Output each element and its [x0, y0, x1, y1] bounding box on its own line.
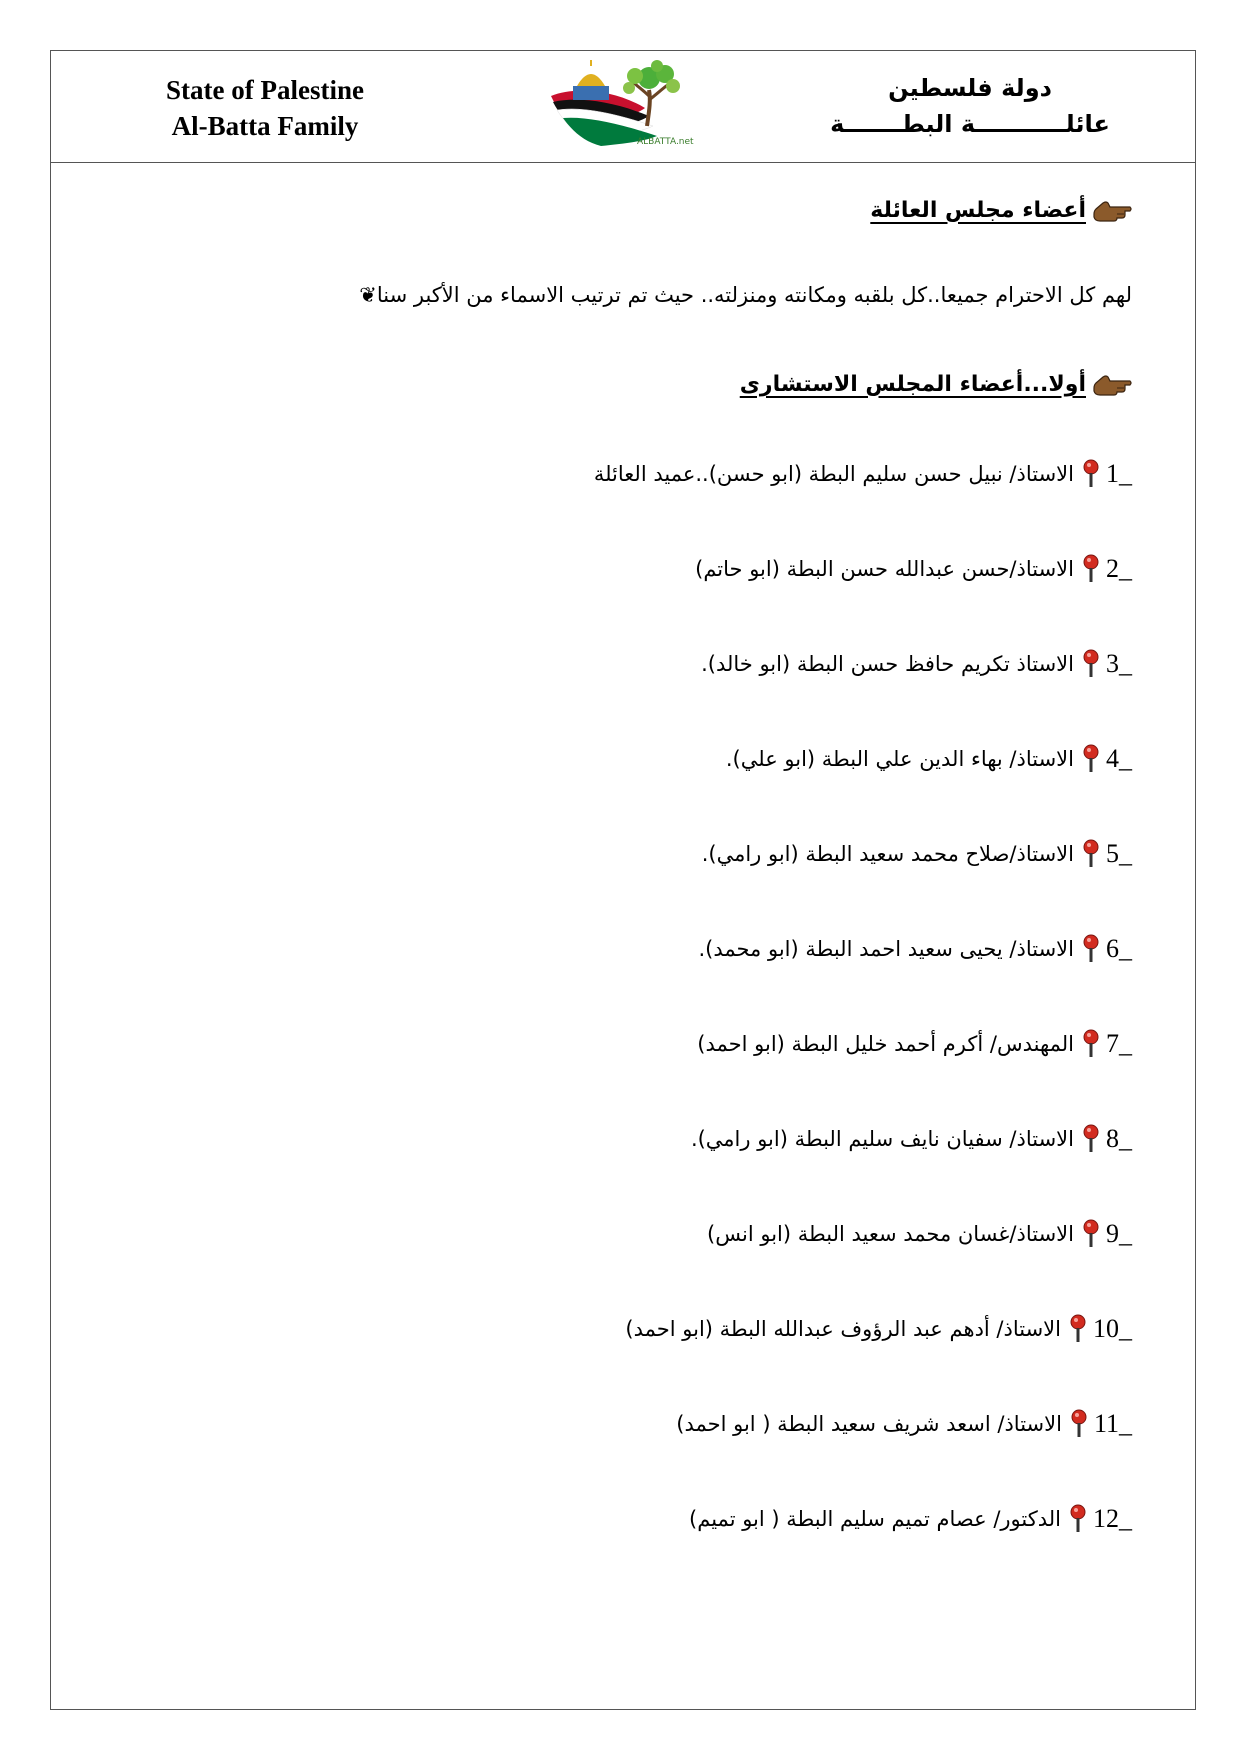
header-divider — [50, 162, 1196, 163]
pushpin-icon — [1069, 1504, 1087, 1534]
pushpin-icon — [1082, 1124, 1100, 1154]
pushpin-icon — [1082, 649, 1100, 679]
member-number: 1_ — [1106, 459, 1132, 488]
pushpin-icon — [1082, 934, 1100, 964]
member-list — [120, 452, 1132, 1541]
member-row — [120, 642, 1132, 686]
member-number: 11_ — [1093, 1409, 1132, 1438]
advisory-council-heading-text: أولا...أعضاء المجلس الاستشارى — [739, 371, 1086, 397]
member-name: الاستاذ/ يحيى سعيد احمد البطة (ابو محمد). — [698, 937, 1074, 961]
member-number: 9_ — [1106, 1219, 1132, 1248]
member-name: المهندس/ أكرم أحمد خليل البطة (ابو احمد) — [697, 1032, 1074, 1056]
member-number: 4_ — [1106, 744, 1132, 773]
member-row — [120, 832, 1132, 876]
member-name: الاستاذ/صلاح محمد سعيد البطة (ابو رامي). — [701, 842, 1074, 866]
member-row — [120, 547, 1132, 591]
member-name: الاستاذ/ بهاء الدين علي البطة (ابو علي). — [725, 747, 1074, 771]
document-body — [120, 190, 1132, 1592]
pointing-hand-icon — [1092, 197, 1132, 223]
header-arabic-line2: عائلـــــــــــة البطـــــــة — [830, 110, 1110, 138]
pushpin-icon — [1082, 459, 1100, 489]
member-number: 12_ — [1093, 1504, 1132, 1533]
intro-paragraph — [120, 278, 1132, 312]
member-row — [120, 1022, 1132, 1066]
member-row — [120, 1307, 1132, 1351]
albatta-logo — [545, 56, 695, 148]
pushpin-icon — [1070, 1409, 1088, 1439]
header-arabic-line1: دولة فلسطين — [888, 74, 1052, 102]
member-row — [120, 1117, 1132, 1161]
member-row — [120, 1497, 1132, 1541]
member-name: الاستاذ/ اسعد شريف سعيد البطة ( ابو احمد) — [676, 1412, 1062, 1436]
member-name: الاستاذ/غسان محمد سعيد البطة (ابو انس) — [707, 1222, 1074, 1246]
member-number: 10_ — [1093, 1314, 1132, 1343]
council-members-heading — [120, 190, 1132, 230]
pushpin-icon — [1082, 839, 1100, 869]
header-arabic — [830, 70, 1110, 142]
header-english — [130, 72, 400, 144]
logo-text: ALBATTA.net — [637, 137, 694, 147]
member-row — [120, 737, 1132, 781]
member-number: 8_ — [1106, 1124, 1132, 1153]
member-number: 3_ — [1106, 649, 1132, 678]
member-name: الاستاذ/حسن عبدالله حسن البطة (ابو حاتم) — [695, 557, 1074, 581]
member-number: 5_ — [1106, 839, 1132, 868]
pointing-hand-icon — [1092, 371, 1132, 397]
header-english-line2: Al-Batta Family — [171, 111, 359, 141]
member-number: 6_ — [1106, 934, 1132, 963]
member-name: الاستاذ/ أدهم عبد الرؤوف عبدالله البطة (ابو احمد) — [625, 1317, 1061, 1341]
advisory-council-heading — [120, 364, 1132, 404]
member-name: الاستاذ/ نبيل حسن سليم البطة (ابو حسن)..عميد العائلة — [593, 462, 1074, 486]
council-members-heading-text: أعضاء مجلس العائلة — [870, 197, 1086, 223]
pushpin-icon — [1082, 1029, 1100, 1059]
member-name: الاستاذ تكريم حافظ حسن البطة (ابو خالد). — [701, 652, 1074, 676]
leaf-icon: ❦ — [359, 283, 377, 307]
member-row — [120, 1402, 1132, 1446]
pushpin-icon — [1069, 1314, 1087, 1344]
member-number: 7_ — [1106, 1029, 1132, 1058]
member-number: 2_ — [1106, 554, 1132, 583]
member-row — [120, 452, 1132, 496]
header-english-line1: State of Palestine — [166, 75, 364, 105]
member-name: الاستاذ/ سفيان نايف سليم البطة (ابو رامي). — [690, 1127, 1074, 1151]
pushpin-icon — [1082, 744, 1100, 774]
member-name: الدكتور/ عصام تميم سليم البطة ( ابو تميم) — [689, 1507, 1061, 1531]
pushpin-icon — [1082, 554, 1100, 584]
pushpin-icon — [1082, 1219, 1100, 1249]
member-row — [120, 927, 1132, 971]
member-row — [120, 1212, 1132, 1256]
intro-text: لهم كل الاحترام جميعا..كل بلقبه ومكانته ومنزلته.. حيث تم ترتيب الاسماء من الأكبر سنا — [376, 283, 1132, 307]
